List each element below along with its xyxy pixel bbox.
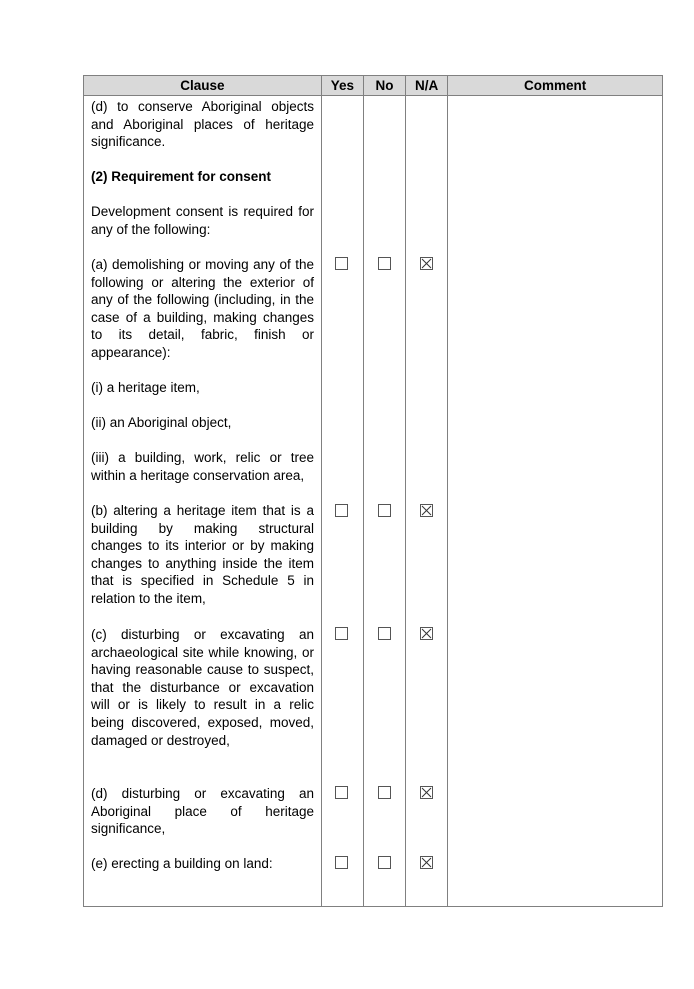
na-column <box>406 96 448 907</box>
checkbox-yes-d[interactable] <box>335 786 348 799</box>
header-clause: Clause <box>84 76 322 96</box>
clause-cell <box>84 96 322 907</box>
header-comment: Comment <box>448 76 663 96</box>
no-column <box>363 96 405 907</box>
yes-column <box>321 96 363 907</box>
checkbox-yes-e[interactable] <box>335 856 348 869</box>
checkbox-no-b[interactable] <box>378 504 391 517</box>
checkbox-yes-b[interactable] <box>335 504 348 517</box>
checkbox-na-a[interactable] <box>420 257 433 270</box>
cross-mark-icon <box>421 505 432 516</box>
clause-paragraph: (i) a heritage item, <box>91 380 200 395</box>
checkbox-na-b[interactable] <box>420 504 433 517</box>
header-yes: Yes <box>321 76 363 96</box>
checkbox-na-c[interactable] <box>420 627 433 640</box>
header-no: No <box>363 76 405 96</box>
cross-mark-icon <box>421 258 432 269</box>
clause-heading: (2) Requirement for consent <box>91 169 272 184</box>
clause-paragraph: (a) demolishing or moving any of the following or altering the exterior of any of the following (including, in the case of a building, making changes to its detail, fabric, finish or appearance): <box>91 257 314 360</box>
clause-paragraph: (e) erecting a building on land: <box>91 856 273 871</box>
checkbox-yes-a[interactable] <box>335 257 348 270</box>
cross-mark-icon <box>421 857 432 868</box>
checkbox-yes-c[interactable] <box>335 627 348 640</box>
checkbox-na-e[interactable] <box>420 856 433 869</box>
checkbox-no-c[interactable] <box>378 627 391 640</box>
clause-paragraph: (ii) an Aboriginal object, <box>91 415 232 430</box>
comment-cell[interactable] <box>448 96 663 907</box>
checkbox-no-e[interactable] <box>378 856 391 869</box>
checkbox-no-d[interactable] <box>378 786 391 799</box>
table-row <box>84 96 663 907</box>
cross-mark-icon <box>421 787 432 798</box>
clause-paragraph: (c) disturbing or excavating an archaeological site while knowing, or having reasonable cause to suspect, that the disturbance or excavation will or is likely to result in a relic being discovered, exposed, moved, damaged or destroyed, <box>91 627 314 748</box>
checklist-table <box>83 75 663 907</box>
checkbox-no-a[interactable] <box>378 257 391 270</box>
clause-paragraph: (b) altering a heritage item that is a building by making structural changes to its interior or by making changes to anything inside the item that is specified in Schedule 5 in relation to the item, <box>91 503 314 606</box>
cross-mark-icon <box>421 628 432 639</box>
checkbox-na-d[interactable] <box>420 786 433 799</box>
clause-paragraph: Development consent is required for any of the following: <box>91 204 314 237</box>
clause-paragraph: (d) disturbing or excavating an Aboriginal place of heritage significance, <box>91 786 314 837</box>
header-row <box>84 76 663 96</box>
clause-paragraph: (iii) a building, work, relic or tree within a heritage conservation area, <box>91 450 314 483</box>
clause-paragraph: (d) to conserve Aboriginal objects and Aboriginal places of heritage significance. <box>91 99 314 150</box>
header-na: N/A <box>406 76 448 96</box>
